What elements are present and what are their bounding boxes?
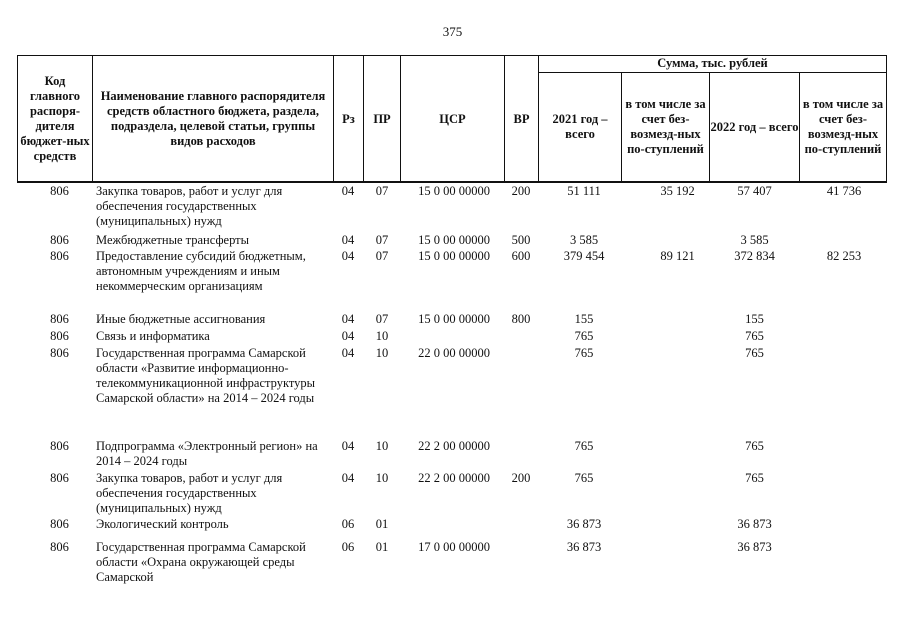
cell-total-2022: 372 834 xyxy=(734,249,775,263)
cell-total-2021: 3 585 xyxy=(569,233,599,247)
cell-name: Государственная программа Самарской области «Охрана окружающей среды Самарской xyxy=(96,540,309,584)
cell-rz: 04 xyxy=(341,346,355,360)
cell-csr: 15 0 00 00000 xyxy=(418,184,490,198)
header-vr: ВР xyxy=(513,111,530,126)
cell-total-2022: 155 xyxy=(745,312,764,326)
cell-csr: 15 0 00 00000 xyxy=(418,249,490,263)
cell-total-2022: 3 585 xyxy=(740,233,769,247)
cell-name: Закупка товаров, работ и услуг для обеспечения государственных (муниципальных) нужд xyxy=(96,471,286,515)
cell-vr: 800 xyxy=(511,312,531,326)
cell-total-2022: 57 407 xyxy=(737,184,772,198)
cell-name: Экологический контроль xyxy=(96,517,229,531)
cell-total-2022: 36 873 xyxy=(737,517,772,531)
cell-csr: 22 0 00 00000 xyxy=(418,346,490,360)
cell-csr: 17 0 00 00000 xyxy=(418,540,490,554)
cell-rz: 04 xyxy=(341,329,355,343)
cell-total-2022: 765 xyxy=(745,346,764,360)
cell-rz: 04 xyxy=(341,439,355,453)
cell-name: Подпрограмма «Электронный регион» на 2014 – 2024 годы xyxy=(96,439,321,468)
cell-total-2021: 379 454 xyxy=(563,249,605,263)
cell-total-2021: 36 873 xyxy=(566,540,602,554)
cell-code: 806 xyxy=(50,312,69,326)
cell-free-2022: 41 736 xyxy=(826,184,862,198)
cell-code: 806 xyxy=(50,233,69,247)
cell-code: 806 xyxy=(50,346,69,360)
cell-pr: 10 xyxy=(375,439,389,453)
header-sum-group: Сумма, тыс. рублей xyxy=(657,56,768,70)
cell-free-2021: 89 121 xyxy=(660,249,695,263)
cell-pr: 10 xyxy=(375,346,389,360)
page-number: 375 xyxy=(442,24,463,39)
cell-free-2022: 82 253 xyxy=(826,249,862,263)
cell-rz: 06 xyxy=(341,517,355,531)
header-left-border xyxy=(17,55,18,182)
cell-rz: 04 xyxy=(341,249,355,263)
header-free-2021: в том числе за счет без-возмезд-ных по-ступлений xyxy=(625,97,706,156)
cell-code: 806 xyxy=(50,329,69,343)
header-rz: Рз xyxy=(342,111,355,126)
cell-pr: 07 xyxy=(375,233,389,247)
cell-csr: 22 2 00 00000 xyxy=(418,471,490,485)
cell-name: Связь и информатика xyxy=(96,329,210,343)
col-divider xyxy=(92,55,93,182)
header-name: Наименование главного распорядителя средств областного бюджета, раздела, подраздела, целевой статьи, группы видов расходов xyxy=(100,89,326,148)
cell-total-2021: 155 xyxy=(574,312,594,326)
cell-code: 806 xyxy=(50,540,69,554)
cell-pr: 07 xyxy=(375,312,389,326)
cell-total-2022: 765 xyxy=(745,439,764,453)
header-csr: ЦСР xyxy=(439,111,466,126)
header-bottom-border xyxy=(17,181,887,183)
cell-pr: 01 xyxy=(375,540,389,554)
cell-total-2021: 765 xyxy=(574,439,594,453)
cell-vr: 200 xyxy=(511,471,531,485)
cell-total-2021: 51 111 xyxy=(567,184,601,198)
cell-name: Закупка товаров, работ и услуг для обеспечения государственных (муниципальных) нужд xyxy=(96,184,286,228)
header-right-border xyxy=(886,55,887,182)
table-header xyxy=(17,55,887,182)
cell-name: Иные бюджетные ассигнования xyxy=(96,312,266,326)
cell-total-2022: 36 873 xyxy=(737,540,772,554)
cell-vr: 600 xyxy=(511,249,531,263)
cell-code: 806 xyxy=(50,439,69,453)
cell-csr: 22 2 00 00000 xyxy=(418,439,490,453)
cell-total-2021: 36 873 xyxy=(566,517,602,531)
cell-name: Межбюджетные трансферты xyxy=(96,233,250,247)
cell-rz: 04 xyxy=(341,233,355,247)
cell-name: Государственная программа Самарской области «Развитие информационно-телекоммуникационной инфраструктуры Самарской области» на 2014 – 2024 годы xyxy=(96,346,319,405)
cell-total-2021: 765 xyxy=(574,471,594,485)
cell-rz: 04 xyxy=(341,184,355,198)
cell-rz: 04 xyxy=(341,471,355,485)
cell-code: 806 xyxy=(50,517,69,531)
cell-vr: 200 xyxy=(511,184,531,198)
header-total-2022: 2022 год – всего xyxy=(710,119,799,134)
cell-rz: 06 xyxy=(341,540,355,554)
cell-pr: 10 xyxy=(375,329,389,343)
cell-total-2021: 765 xyxy=(574,346,594,360)
cell-pr: 07 xyxy=(375,249,389,263)
header-pr: ПР xyxy=(373,111,391,126)
cell-total-2021: 765 xyxy=(574,329,594,343)
header-total-2021: 2021 год – всего xyxy=(552,112,608,141)
header-free-2022: в том числе за счет без-возмезд-ных по-ступлений xyxy=(802,97,884,156)
cell-code: 806 xyxy=(50,471,69,485)
cell-rz: 04 xyxy=(341,312,355,326)
cell-pr: 10 xyxy=(375,471,389,485)
cell-csr: 15 0 00 00000 xyxy=(418,312,490,326)
cell-free-2021: 35 192 xyxy=(660,184,695,198)
cell-total-2022: 765 xyxy=(745,329,764,343)
header-code: Код главного распоря-дителя бюджет-ных средств xyxy=(20,74,90,163)
cell-pr: 01 xyxy=(375,517,389,531)
cell-total-2022: 765 xyxy=(745,471,764,485)
cell-vr: 500 xyxy=(511,233,531,247)
cell-code: 806 xyxy=(50,249,69,263)
cell-csr: 15 0 00 00000 xyxy=(418,233,490,247)
cell-code: 806 xyxy=(50,184,69,198)
cell-pr: 07 xyxy=(375,184,389,198)
cell-name: Предоставление субсидий бюджетным, автономным учреждениям и иным некоммерческим организациям xyxy=(96,249,309,293)
